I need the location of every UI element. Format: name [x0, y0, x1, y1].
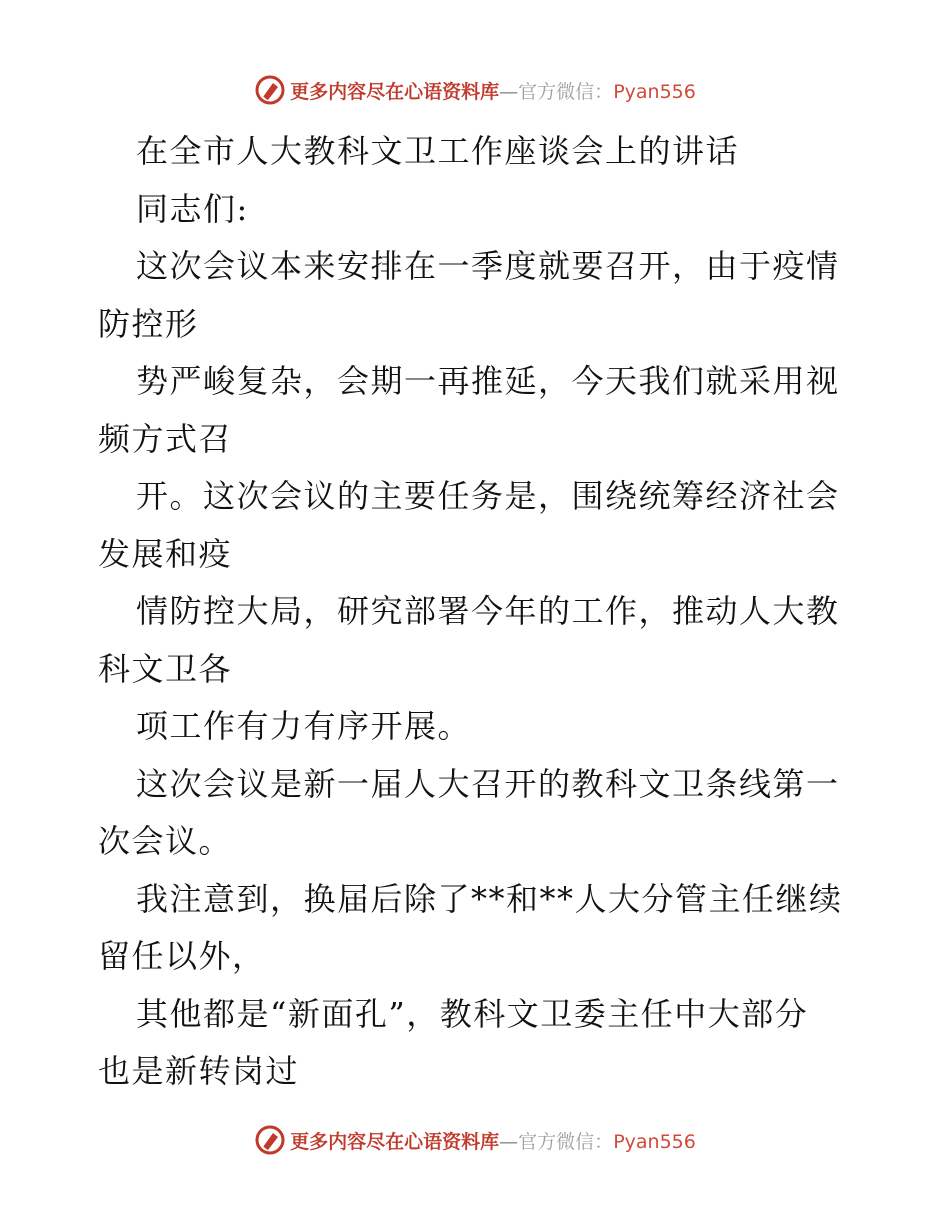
banner-lead: 更多内容尽在心语资料库: [290, 1130, 500, 1153]
text-line: 其他都是“新面孔”，教科文卫委主任中大部分: [136, 994, 809, 1033]
document-body: [98, 123, 858, 1101]
text-line: 科文卫各: [98, 649, 233, 688]
pen-nib-logo-icon: [254, 1124, 286, 1156]
banner-dash: —: [499, 1130, 519, 1153]
text-line: 这次会议是新一届人大召开的教科文卫条线第一: [136, 764, 840, 803]
banner-text: [290, 1127, 696, 1154]
text-line: 这次会议本来安排在一季度就要召开，由于疫情: [136, 247, 840, 285]
text-line: 也是新转岗过: [98, 1052, 300, 1090]
banner-wechat-id: Pyan556: [613, 80, 696, 103]
text-line: 次会议。: [98, 822, 233, 860]
banner-dash: —: [499, 80, 519, 103]
footer-banner: [0, 1120, 950, 1160]
banner-wechat-label: 官方微信：: [518, 80, 614, 103]
text-line: 频方式召: [98, 419, 233, 458]
text-line: 项工作有力有序开展。: [136, 707, 472, 745]
header-banner: [0, 70, 950, 110]
text-line: 防控形: [98, 304, 199, 343]
document-title: 在全市人大教科文卫工作座谈会上的讲话: [136, 132, 740, 170]
text-line: 势严峻复杂，会期一再推延，今天我们就采用视: [136, 362, 840, 400]
banner-lead: 更多内容尽在心语资料库: [290, 80, 500, 103]
text-line: 情防控大局，研究部署今年的工作，推动人大教: [136, 592, 840, 630]
text-line: 发展和疫: [98, 534, 233, 573]
pen-nib-logo-icon: [254, 74, 286, 106]
text-line: 开。这次会议的主要任务是，围绕统筹经济社会: [136, 477, 840, 515]
banner-text: [290, 77, 696, 104]
text-line: 留任以外，: [98, 937, 266, 975]
text-line: 同志们:: [136, 189, 249, 228]
text-line: 我注意到，换届后除了**和**人大分管主任继续: [136, 879, 843, 918]
banner-wechat-label: 官方微信：: [518, 1130, 614, 1153]
banner-wechat-id: Pyan556: [613, 1130, 696, 1153]
